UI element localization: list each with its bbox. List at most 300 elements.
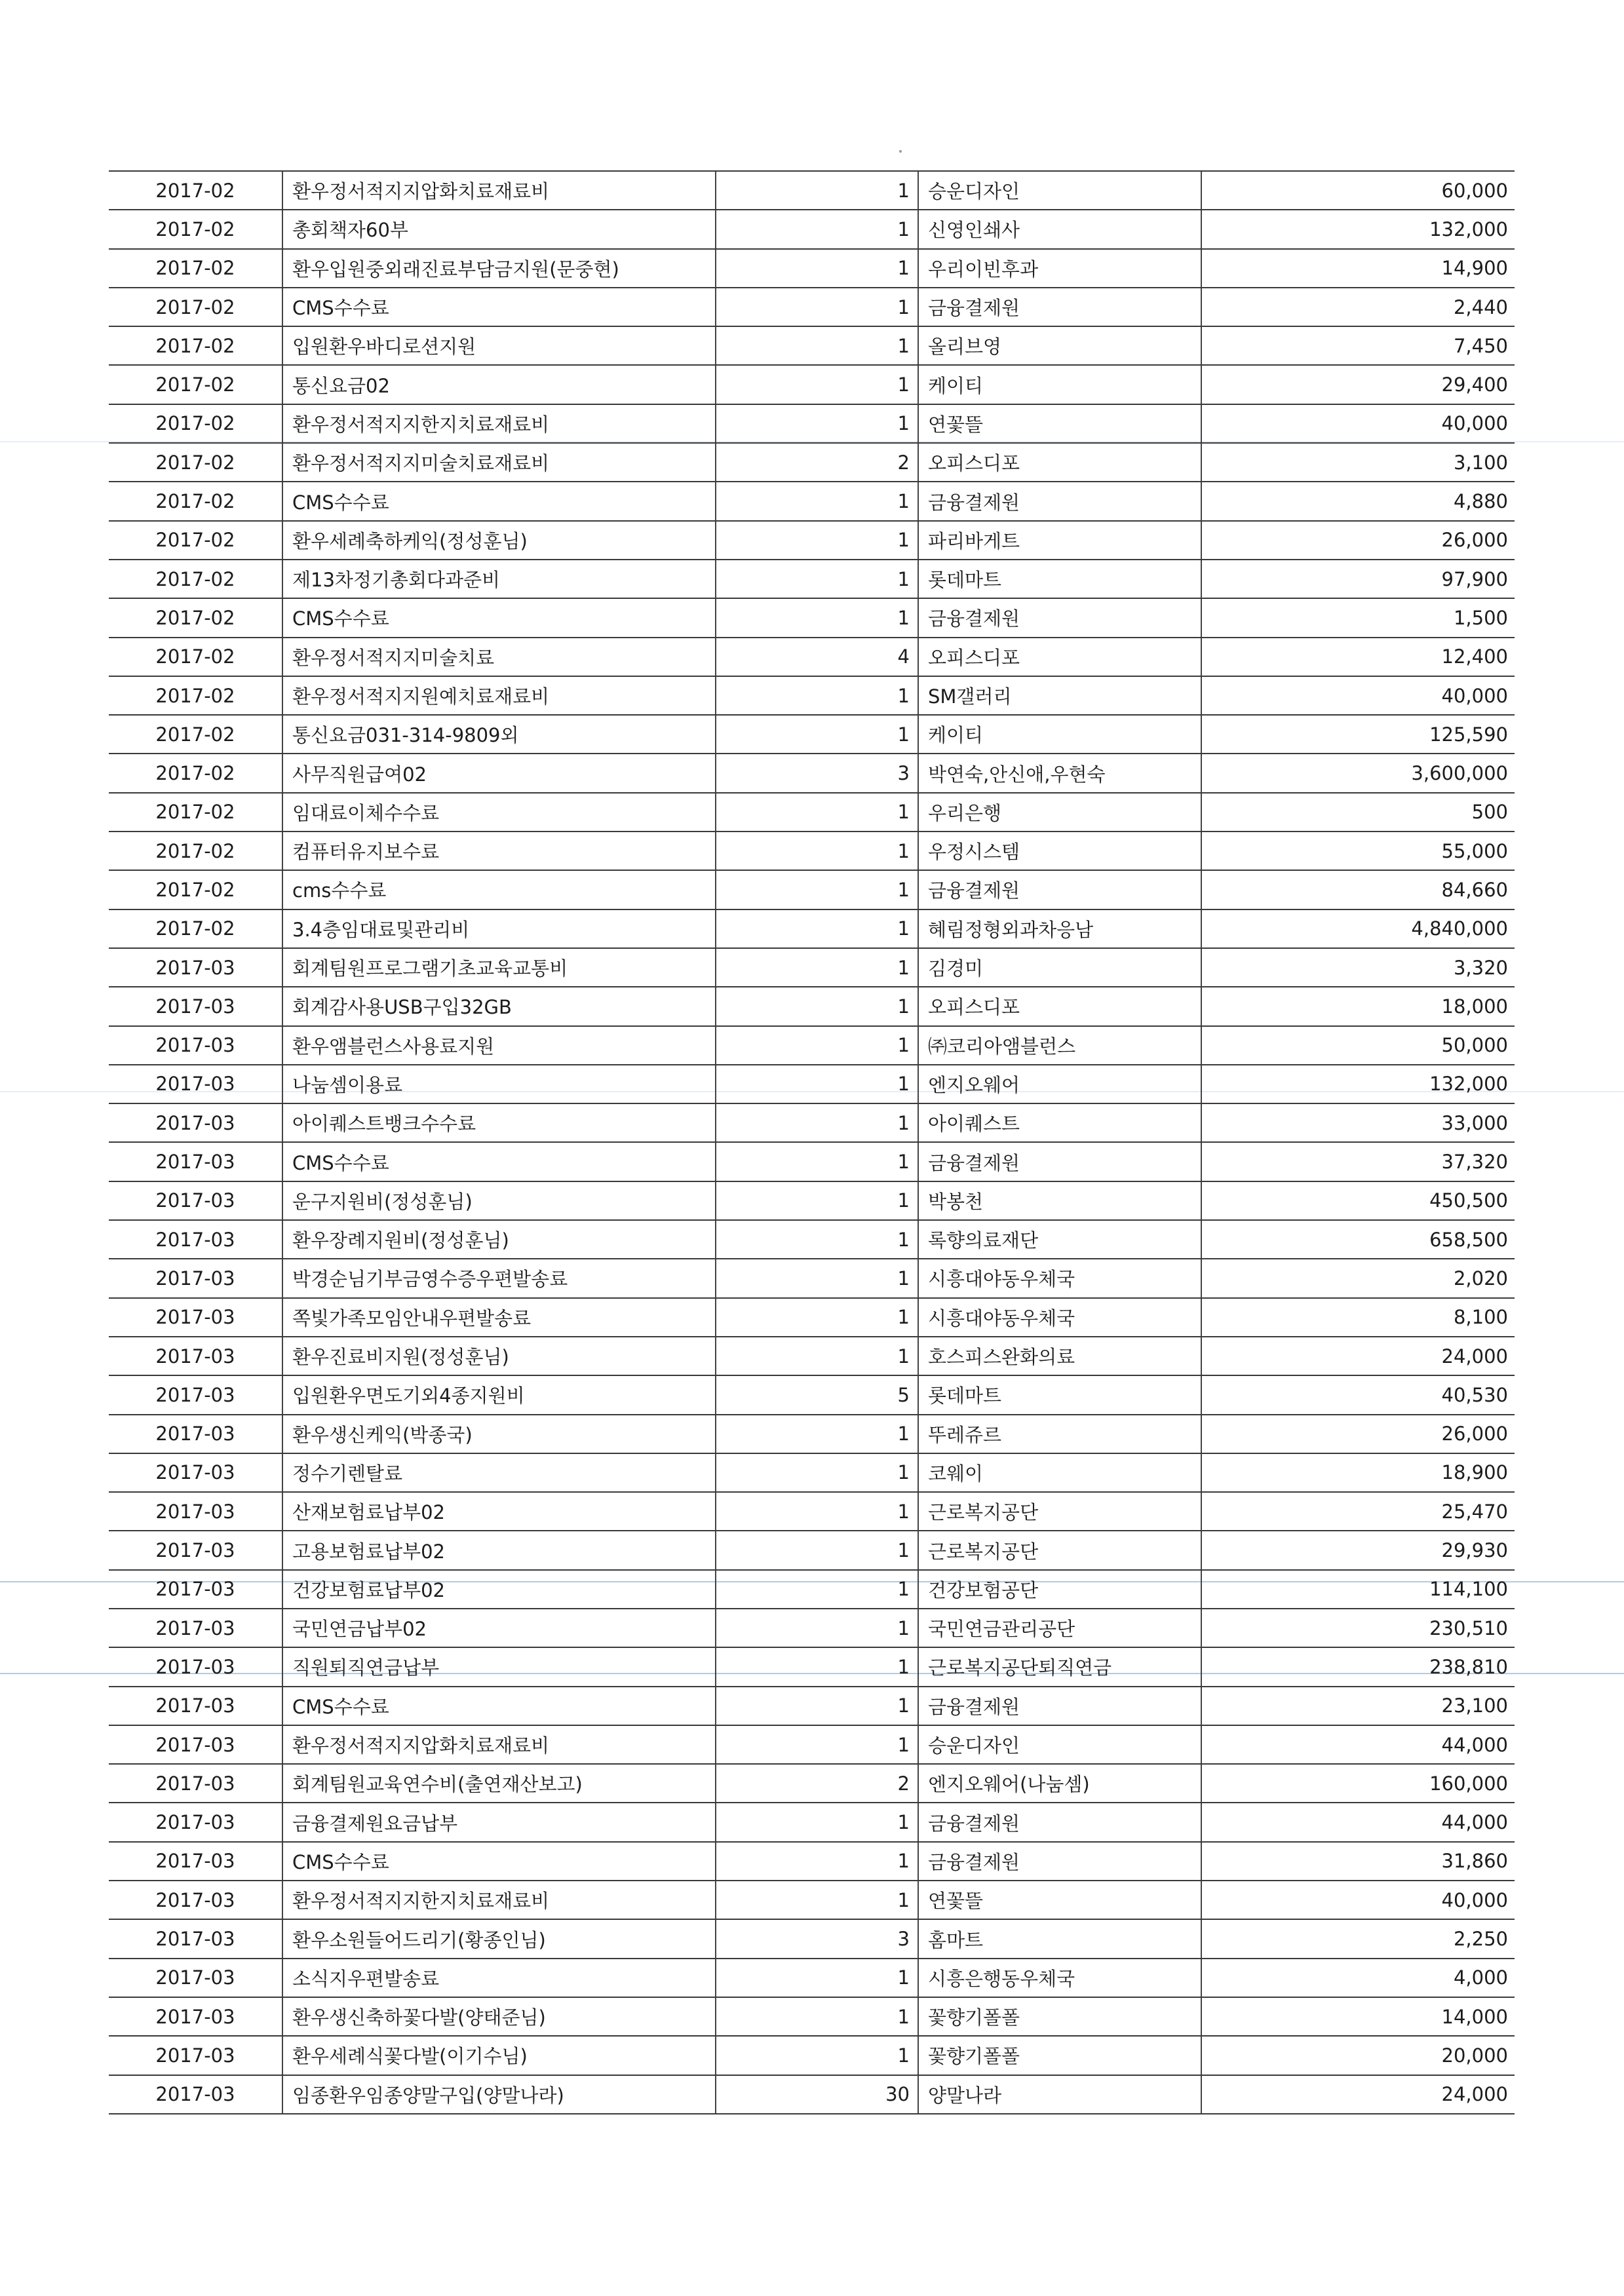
amount-cell: 2,020 bbox=[1453, 1267, 1508, 1290]
vendor-cell: 롯데마트 bbox=[919, 560, 1202, 598]
vendor-cell: 박연숙,안신애,우현숙 bbox=[919, 754, 1202, 792]
description-cell: 입원환우면도기외4종지원비 bbox=[283, 1376, 716, 1413]
amount-cell: 29,930 bbox=[1441, 1539, 1508, 1562]
amount-cell: 60,000 bbox=[1441, 179, 1508, 202]
description-cell: 정수기렌탈료 bbox=[283, 1454, 716, 1491]
amount-cell: 18,000 bbox=[1441, 995, 1508, 1018]
description-cell: 박경순님기부금영수증우편발송료 bbox=[283, 1259, 716, 1297]
month-cell: 2017-03 bbox=[109, 1337, 283, 1375]
description-cell: 환우생신축하꽃다발(양태준님) bbox=[283, 1998, 716, 2035]
description-cell: 환우입원중외래진료부담금지원(문중현) bbox=[283, 250, 716, 287]
quantity-cell: 1 bbox=[716, 1687, 919, 1725]
vendor-cell: 꽃향기폴폴 bbox=[919, 2037, 1202, 2074]
vendor-cell: 신영인쇄사 bbox=[919, 210, 1202, 248]
table-row bbox=[109, 327, 1515, 366]
month-cell: 2017-03 bbox=[109, 1765, 283, 1802]
quantity-cell: 1 bbox=[716, 599, 919, 636]
description-cell: 운구지원비(정성훈님) bbox=[283, 1182, 716, 1219]
amount-cell: 2,250 bbox=[1453, 1928, 1508, 1950]
description-cell: 환우소원들어드리기(황종인님) bbox=[283, 1920, 716, 1957]
quantity-cell: 2 bbox=[716, 444, 919, 481]
quantity-cell: 1 bbox=[716, 1143, 919, 1180]
month-cell: 2017-03 bbox=[109, 1299, 283, 1336]
month-cell: 2017-02 bbox=[109, 871, 283, 908]
quantity-cell: 1 bbox=[716, 1259, 919, 1297]
month-cell: 2017-03 bbox=[109, 1609, 283, 1647]
amount-cell: 3,320 bbox=[1453, 956, 1508, 979]
amount-cell: 37,320 bbox=[1441, 1151, 1508, 1174]
quantity-cell: 3 bbox=[716, 754, 919, 792]
quantity-cell: 1 bbox=[716, 1609, 919, 1647]
table-row bbox=[109, 1765, 1515, 1803]
quantity-cell: 1 bbox=[716, 1299, 919, 1336]
amount-cell: 20,000 bbox=[1441, 2044, 1508, 2067]
description-cell: CMS수수료 bbox=[283, 482, 716, 520]
month-cell: 2017-03 bbox=[109, 1959, 283, 1997]
amount-cell: 500 bbox=[1471, 801, 1508, 824]
quantity-cell: 1 bbox=[716, 716, 919, 753]
table-row bbox=[109, 482, 1515, 521]
description-cell: 국민연금납부02 bbox=[283, 1609, 716, 1647]
description-cell: 환우장례지원비(정성훈님) bbox=[283, 1221, 716, 1258]
month-cell: 2017-02 bbox=[109, 405, 283, 442]
table-row bbox=[109, 1493, 1515, 1531]
quantity-cell: 2 bbox=[716, 1765, 919, 1802]
table-row bbox=[109, 444, 1515, 482]
quantity-cell: 30 bbox=[716, 2076, 919, 2113]
amount-cell: 44,000 bbox=[1441, 1811, 1508, 1834]
vendor-cell: 홈마트 bbox=[919, 1920, 1202, 1957]
amount-cell: 3,600,000 bbox=[1411, 762, 1508, 785]
table-row bbox=[109, 754, 1515, 793]
vendor-cell: 금융결제원 bbox=[919, 1843, 1202, 1880]
table-row bbox=[109, 1376, 1515, 1415]
vendor-cell: 승운디자인 bbox=[919, 172, 1202, 209]
month-cell: 2017-03 bbox=[109, 1143, 283, 1180]
quantity-cell: 1 bbox=[716, 677, 919, 714]
vendor-cell: 김경미 bbox=[919, 949, 1202, 986]
amount-cell: 84,660 bbox=[1441, 878, 1508, 901]
table-row bbox=[109, 1065, 1515, 1104]
amount-cell: 23,100 bbox=[1441, 1694, 1508, 1717]
vendor-cell: 금융결제원 bbox=[919, 599, 1202, 636]
amount-cell: 160,000 bbox=[1429, 1772, 1508, 1795]
amount-cell: 12,400 bbox=[1441, 645, 1508, 668]
description-cell: 제13차정기총회다과준비 bbox=[283, 560, 716, 598]
vendor-cell: SM갤러리 bbox=[919, 677, 1202, 714]
table-row bbox=[109, 1959, 1515, 1998]
month-cell: 2017-02 bbox=[109, 794, 283, 831]
table-row bbox=[109, 405, 1515, 444]
quantity-cell: 1 bbox=[716, 949, 919, 986]
description-cell: 아이퀘스트뱅크수수료 bbox=[283, 1104, 716, 1141]
vendor-cell: 코웨이 bbox=[919, 1454, 1202, 1491]
description-cell: 회계팀원교육연수비(출연재산보고) bbox=[283, 1765, 716, 1802]
description-cell: 환우정서적지지압화치료재료비 bbox=[283, 1726, 716, 1763]
vendor-cell: 우리은행 bbox=[919, 794, 1202, 831]
vendor-cell: 시흥대야동우체국 bbox=[919, 1259, 1202, 1297]
month-cell: 2017-03 bbox=[109, 1687, 283, 1725]
amount-cell: 18,900 bbox=[1441, 1461, 1508, 1484]
description-cell: cms수수료 bbox=[283, 871, 716, 908]
quantity-cell: 4 bbox=[716, 638, 919, 676]
description-cell: 환우정서적지지미술치료 bbox=[283, 638, 716, 676]
month-cell: 2017-02 bbox=[109, 366, 283, 403]
month-cell: 2017-02 bbox=[109, 638, 283, 676]
vendor-cell: 연꽃뜰 bbox=[919, 1881, 1202, 1919]
month-cell: 2017-02 bbox=[109, 327, 283, 364]
month-cell: 2017-02 bbox=[109, 444, 283, 481]
description-cell: 환우앰블런스사용료지원 bbox=[283, 1027, 716, 1064]
quantity-cell: 1 bbox=[716, 1648, 919, 1685]
vendor-cell: 연꽃뜰 bbox=[919, 405, 1202, 442]
amount-cell: 14,900 bbox=[1441, 257, 1508, 280]
table-row bbox=[109, 560, 1515, 599]
amount-cell: 25,470 bbox=[1441, 1500, 1508, 1523]
table-row bbox=[109, 522, 1515, 560]
month-cell: 2017-03 bbox=[109, 1065, 283, 1103]
month-cell: 2017-03 bbox=[109, 1376, 283, 1413]
description-cell: 환우정서적지지한지치료재료비 bbox=[283, 405, 716, 442]
month-cell: 2017-03 bbox=[109, 1493, 283, 1530]
description-cell: 환우정서적지지원예치료재료비 bbox=[283, 677, 716, 714]
amount-cell: 44,000 bbox=[1441, 1733, 1508, 1756]
month-cell: 2017-02 bbox=[109, 250, 283, 287]
vendor-cell: 금융결제원 bbox=[919, 1687, 1202, 1725]
table-row bbox=[109, 210, 1515, 249]
description-cell: 임종환우임종양말구입(양말나라) bbox=[283, 2076, 716, 2113]
amount-cell: 55,000 bbox=[1441, 839, 1508, 862]
amount-cell: 4,000 bbox=[1453, 1966, 1508, 1989]
table-row bbox=[109, 871, 1515, 909]
table-row bbox=[109, 1920, 1515, 1959]
month-cell: 2017-03 bbox=[109, 1182, 283, 1219]
quantity-cell: 1 bbox=[716, 288, 919, 326]
amount-cell: 97,900 bbox=[1441, 567, 1508, 590]
description-cell: 쪽빛가족모임안내우편발송료 bbox=[283, 1299, 716, 1336]
quantity-cell: 1 bbox=[716, 1881, 919, 1919]
table-row bbox=[109, 949, 1515, 987]
table-row bbox=[109, 1803, 1515, 1842]
amount-cell: 125,590 bbox=[1429, 723, 1508, 746]
description-cell: CMS수수료 bbox=[283, 288, 716, 326]
month-cell: 2017-03 bbox=[109, 1415, 283, 1453]
description-cell: 환우세례축하케익(정성훈님) bbox=[283, 522, 716, 559]
quantity-cell: 1 bbox=[716, 1843, 919, 1880]
vendor-cell: 혜림정형외과차응남 bbox=[919, 910, 1202, 947]
month-cell: 2017-03 bbox=[109, 1726, 283, 1763]
month-cell: 2017-03 bbox=[109, 1027, 283, 1064]
scan-speck bbox=[899, 150, 902, 153]
vendor-cell: 시흥은행동우체국 bbox=[919, 1959, 1202, 1997]
vendor-cell: 뚜레쥬르 bbox=[919, 1415, 1202, 1453]
amount-cell: 26,000 bbox=[1441, 1423, 1508, 1445]
quantity-cell: 1 bbox=[716, 482, 919, 520]
amount-cell: 8,100 bbox=[1453, 1306, 1508, 1329]
quantity-cell: 1 bbox=[716, 1221, 919, 1258]
quantity-cell: 1 bbox=[716, 832, 919, 870]
table-row bbox=[109, 1687, 1515, 1726]
vendor-cell: 근로복지공단 bbox=[919, 1531, 1202, 1569]
amount-cell: 230,510 bbox=[1429, 1617, 1508, 1639]
quantity-cell: 1 bbox=[716, 327, 919, 364]
table-row bbox=[109, 1881, 1515, 1920]
table-row bbox=[109, 1259, 1515, 1298]
table-row bbox=[109, 1299, 1515, 1337]
table-row bbox=[109, 1998, 1515, 2037]
month-cell: 2017-03 bbox=[109, 1881, 283, 1919]
vendor-cell: 국민연금관리공단 bbox=[919, 1609, 1202, 1647]
table-row bbox=[109, 1454, 1515, 1493]
month-cell: 2017-03 bbox=[109, 1531, 283, 1569]
vendor-cell: 오피스디포 bbox=[919, 987, 1202, 1025]
month-cell: 2017-02 bbox=[109, 599, 283, 636]
table-row bbox=[109, 832, 1515, 871]
table-row bbox=[109, 2037, 1515, 2075]
description-cell: 회계감사용USB구입32GB bbox=[283, 987, 716, 1025]
month-cell: 2017-02 bbox=[109, 560, 283, 598]
quantity-cell: 1 bbox=[716, 1571, 919, 1608]
month-cell: 2017-03 bbox=[109, 1104, 283, 1141]
description-cell: 통신요금031-314-9809외 bbox=[283, 716, 716, 753]
table-row bbox=[109, 1415, 1515, 1454]
quantity-cell: 3 bbox=[716, 1920, 919, 1957]
month-cell: 2017-02 bbox=[109, 832, 283, 870]
month-cell: 2017-02 bbox=[109, 677, 283, 714]
table-row bbox=[109, 716, 1515, 754]
vendor-cell: 올리브영 bbox=[919, 327, 1202, 364]
amount-cell: 4,840,000 bbox=[1411, 917, 1508, 940]
quantity-cell: 1 bbox=[716, 1959, 919, 1997]
vendor-cell: 금융결제원 bbox=[919, 871, 1202, 908]
quantity-cell: 1 bbox=[716, 250, 919, 287]
vendor-cell: 금융결제원 bbox=[919, 482, 1202, 520]
table-row bbox=[109, 1726, 1515, 1765]
vendor-cell: ㈜코리아앰블런스 bbox=[919, 1027, 1202, 1064]
vendor-cell: 꽃향기폴폴 bbox=[919, 1998, 1202, 2035]
vendor-cell: 양말나라 bbox=[919, 2076, 1202, 2113]
vendor-cell: 박봉천 bbox=[919, 1182, 1202, 1219]
quantity-cell: 1 bbox=[716, 871, 919, 908]
quantity-cell: 1 bbox=[716, 522, 919, 559]
table-row bbox=[109, 1609, 1515, 1648]
quantity-cell: 1 bbox=[716, 910, 919, 947]
vendor-cell: 엔지오웨어 bbox=[919, 1065, 1202, 1103]
description-cell: 총회책자60부 bbox=[283, 210, 716, 248]
amount-cell: 132,000 bbox=[1429, 1073, 1508, 1096]
quantity-cell: 1 bbox=[716, 1065, 919, 1103]
amount-cell: 238,810 bbox=[1429, 1655, 1508, 1678]
table-row bbox=[109, 366, 1515, 404]
table-row bbox=[109, 1182, 1515, 1221]
quantity-cell: 1 bbox=[716, 1182, 919, 1219]
table-row bbox=[109, 2076, 1515, 2114]
quantity-cell: 1 bbox=[716, 1998, 919, 2035]
vendor-cell: 파리바게트 bbox=[919, 522, 1202, 559]
month-cell: 2017-02 bbox=[109, 754, 283, 792]
amount-cell: 14,000 bbox=[1441, 2005, 1508, 2028]
vendor-cell: 금융결제원 bbox=[919, 288, 1202, 326]
vendor-cell: 오피스디포 bbox=[919, 638, 1202, 676]
vendor-cell: 금융결제원 bbox=[919, 1803, 1202, 1841]
month-cell: 2017-03 bbox=[109, 949, 283, 986]
month-cell: 2017-03 bbox=[109, 1648, 283, 1685]
quantity-cell: 1 bbox=[716, 2037, 919, 2074]
table-row bbox=[109, 1571, 1515, 1609]
vendor-cell: 시흥대야동우체국 bbox=[919, 1299, 1202, 1336]
quantity-cell: 1 bbox=[716, 405, 919, 442]
table-row bbox=[109, 1221, 1515, 1259]
amount-cell: 2,440 bbox=[1453, 296, 1508, 318]
amount-cell: 132,000 bbox=[1429, 218, 1508, 240]
description-cell: 3.4층임대료및관리비 bbox=[283, 910, 716, 947]
amount-cell: 31,860 bbox=[1441, 1850, 1508, 1873]
amount-cell: 7,450 bbox=[1453, 334, 1508, 357]
quantity-cell: 1 bbox=[716, 1415, 919, 1453]
table-row bbox=[109, 1843, 1515, 1881]
quantity-cell: 1 bbox=[716, 1493, 919, 1530]
table-row bbox=[109, 288, 1515, 327]
month-cell: 2017-02 bbox=[109, 210, 283, 248]
amount-cell: 1,500 bbox=[1453, 606, 1508, 629]
description-cell: 산재보험료납부02 bbox=[283, 1493, 716, 1530]
description-cell: 입원환우바디로션지원 bbox=[283, 327, 716, 364]
month-cell: 2017-03 bbox=[109, 1803, 283, 1841]
amount-cell: 40,000 bbox=[1441, 412, 1508, 435]
table-row bbox=[109, 638, 1515, 677]
amount-cell: 114,100 bbox=[1429, 1578, 1508, 1601]
month-cell: 2017-03 bbox=[109, 987, 283, 1025]
month-cell: 2017-03 bbox=[109, 1259, 283, 1297]
month-cell: 2017-02 bbox=[109, 172, 283, 209]
quantity-cell: 1 bbox=[716, 210, 919, 248]
description-cell: 고용보험료납부02 bbox=[283, 1531, 716, 1569]
expense-ledger-table bbox=[109, 170, 1515, 2114]
amount-cell: 29,400 bbox=[1441, 373, 1508, 396]
description-cell: CMS수수료 bbox=[283, 599, 716, 636]
table-row bbox=[109, 987, 1515, 1026]
month-cell: 2017-03 bbox=[109, 2037, 283, 2074]
amount-cell: 658,500 bbox=[1429, 1228, 1508, 1251]
quantity-cell: 1 bbox=[716, 1803, 919, 1841]
table-row bbox=[109, 1104, 1515, 1143]
amount-cell: 50,000 bbox=[1441, 1034, 1508, 1057]
month-cell: 2017-03 bbox=[109, 1454, 283, 1491]
vendor-cell: 오피스디포 bbox=[919, 444, 1202, 481]
month-cell: 2017-02 bbox=[109, 910, 283, 947]
table-row bbox=[109, 910, 1515, 949]
description-cell: CMS수수료 bbox=[283, 1843, 716, 1880]
vendor-cell: 근로복지공단 bbox=[919, 1493, 1202, 1530]
quantity-cell: 1 bbox=[716, 1027, 919, 1064]
amount-cell: 24,000 bbox=[1441, 1345, 1508, 1368]
description-cell: 회계팀원프로그램기초교육교통비 bbox=[283, 949, 716, 986]
month-cell: 2017-02 bbox=[109, 522, 283, 559]
description-cell: 환우세례식꽃다발(이기수님) bbox=[283, 2037, 716, 2074]
vendor-cell: 엔지오웨어(나눔셈) bbox=[919, 1765, 1202, 1802]
vendor-cell: 승운디자인 bbox=[919, 1726, 1202, 1763]
description-cell: 나눔셈이용료 bbox=[283, 1065, 716, 1103]
description-cell: 소식지우편발송료 bbox=[283, 1959, 716, 1997]
month-cell: 2017-03 bbox=[109, 1998, 283, 2035]
table-row bbox=[109, 599, 1515, 638]
amount-cell: 40,000 bbox=[1441, 684, 1508, 707]
vendor-cell: 호스피스완화의료 bbox=[919, 1337, 1202, 1375]
vendor-cell: 케이티 bbox=[919, 366, 1202, 403]
month-cell: 2017-03 bbox=[109, 1221, 283, 1258]
description-cell: 환우정서적지지압화치료재료비 bbox=[283, 172, 716, 209]
vendor-cell: 케이티 bbox=[919, 716, 1202, 753]
table-row bbox=[109, 1337, 1515, 1376]
amount-cell: 33,000 bbox=[1441, 1111, 1508, 1134]
vendor-cell: 근로복지공단퇴직연금 bbox=[919, 1648, 1202, 1685]
description-cell: 환우정서적지지한지치료재료비 bbox=[283, 1881, 716, 1919]
amount-cell: 40,530 bbox=[1441, 1383, 1508, 1406]
table-row bbox=[109, 1648, 1515, 1687]
description-cell: 사무직원급여02 bbox=[283, 754, 716, 792]
table-row bbox=[109, 250, 1515, 288]
amount-cell: 26,000 bbox=[1441, 529, 1508, 552]
description-cell: CMS수수료 bbox=[283, 1687, 716, 1725]
description-cell: 환우정서적지지미술치료재료비 bbox=[283, 444, 716, 481]
quantity-cell: 1 bbox=[716, 1104, 919, 1141]
table-row bbox=[109, 172, 1515, 210]
description-cell: 건강보험료납부02 bbox=[283, 1571, 716, 1608]
description-cell: CMS수수료 bbox=[283, 1143, 716, 1180]
vendor-cell: 우정시스템 bbox=[919, 832, 1202, 870]
description-cell: 컴퓨터유지보수료 bbox=[283, 832, 716, 870]
amount-cell: 4,880 bbox=[1453, 490, 1508, 513]
description-cell: 환우생신케익(박종국) bbox=[283, 1415, 716, 1453]
amount-cell: 40,000 bbox=[1441, 1888, 1508, 1911]
quantity-cell: 5 bbox=[716, 1376, 919, 1413]
amount-cell: 450,500 bbox=[1429, 1189, 1508, 1212]
table-row bbox=[109, 1027, 1515, 1065]
quantity-cell: 1 bbox=[716, 1531, 919, 1569]
month-cell: 2017-02 bbox=[109, 288, 283, 326]
table-row bbox=[109, 1143, 1515, 1181]
quantity-cell: 1 bbox=[716, 987, 919, 1025]
vendor-cell: 건강보험공단 bbox=[919, 1571, 1202, 1608]
table-row bbox=[109, 677, 1515, 716]
quantity-cell: 1 bbox=[716, 366, 919, 403]
quantity-cell: 1 bbox=[716, 1337, 919, 1375]
description-cell: 직원퇴직연금납부 bbox=[283, 1648, 716, 1685]
vendor-cell: 금융결제원 bbox=[919, 1143, 1202, 1180]
month-cell: 2017-03 bbox=[109, 1920, 283, 1957]
quantity-cell: 1 bbox=[716, 794, 919, 831]
amount-cell: 3,100 bbox=[1453, 451, 1508, 474]
description-cell: 금융결제원요금납부 bbox=[283, 1803, 716, 1841]
table-row bbox=[109, 1531, 1515, 1570]
vendor-cell: 아이퀘스트 bbox=[919, 1104, 1202, 1141]
vendor-cell: 롯데마트 bbox=[919, 1376, 1202, 1413]
description-cell: 환우진료비지원(정성훈님) bbox=[283, 1337, 716, 1375]
quantity-cell: 1 bbox=[716, 1454, 919, 1491]
vendor-cell: 우리이빈후과 bbox=[919, 250, 1202, 287]
month-cell: 2017-03 bbox=[109, 1843, 283, 1880]
quantity-cell: 1 bbox=[716, 172, 919, 209]
month-cell: 2017-02 bbox=[109, 482, 283, 520]
description-cell: 임대료이체수수료 bbox=[283, 794, 716, 831]
vendor-cell: 록향의료재단 bbox=[919, 1221, 1202, 1258]
quantity-cell: 1 bbox=[716, 1726, 919, 1763]
month-cell: 2017-03 bbox=[109, 1571, 283, 1608]
month-cell: 2017-03 bbox=[109, 2076, 283, 2113]
amount-cell: 24,000 bbox=[1441, 2083, 1508, 2106]
month-cell: 2017-02 bbox=[109, 716, 283, 753]
quantity-cell: 1 bbox=[716, 560, 919, 598]
